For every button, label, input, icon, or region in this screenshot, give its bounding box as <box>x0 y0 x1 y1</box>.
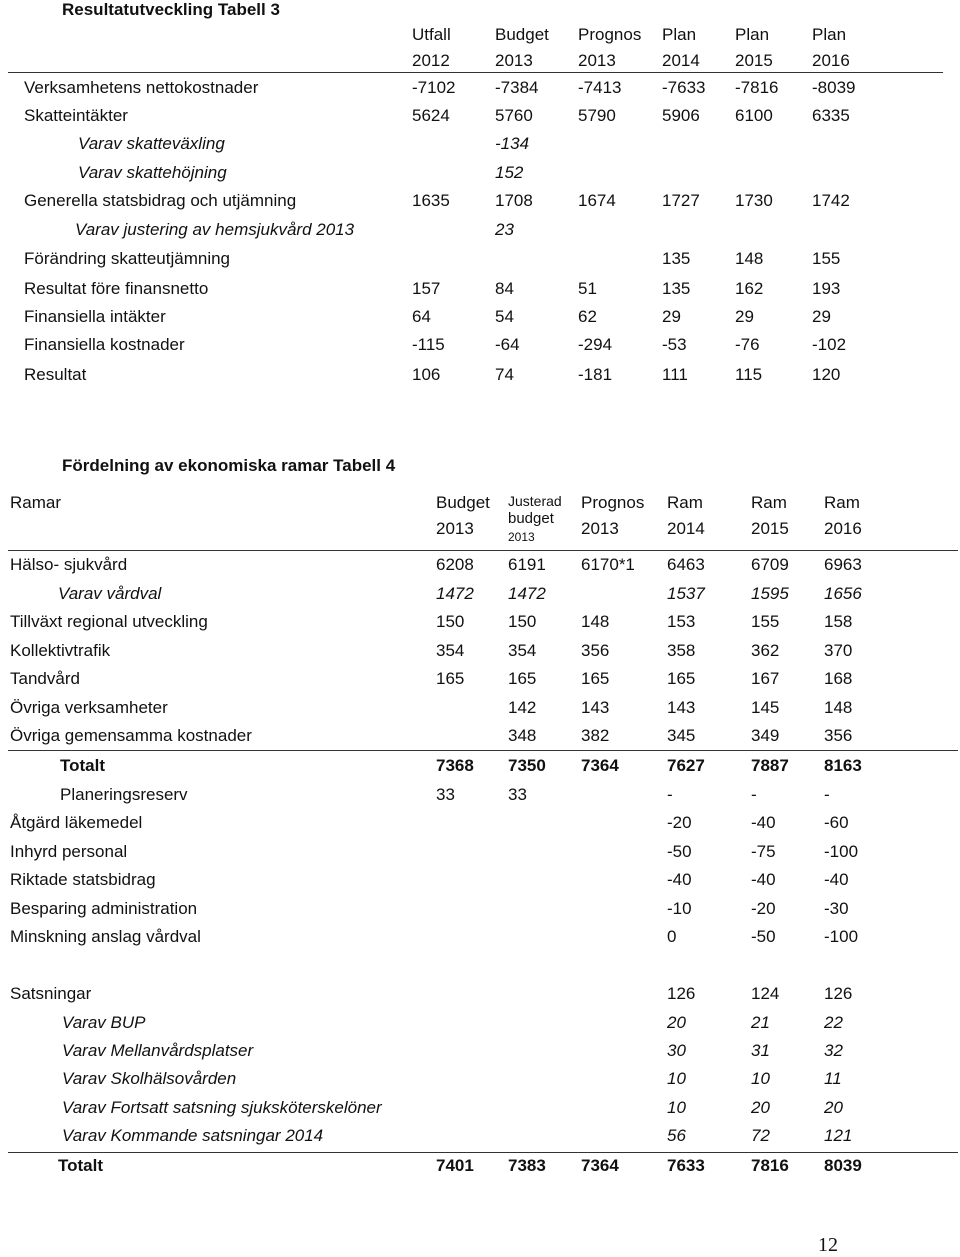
row-value: 21 <box>751 1013 770 1032</box>
row-value: 158 <box>824 612 853 631</box>
row-value: 354 <box>508 641 537 660</box>
row-value: -134 <box>495 134 530 153</box>
table-row <box>0 1037 960 1065</box>
row-value: 162 <box>735 279 764 298</box>
row-value: 120 <box>812 365 841 384</box>
row-value: -100 <box>824 842 859 861</box>
row-value: 126 <box>824 984 853 1003</box>
row-value: 106 <box>412 365 441 384</box>
row-value: -10 <box>667 899 692 918</box>
row-label: Varav Skolhälsovården <box>62 1069 237 1088</box>
row-label: Tillväxt regional utveckling <box>10 612 208 631</box>
row-value: 7364 <box>581 1156 619 1175</box>
row-label: Förändring skatteutjämning <box>24 249 231 268</box>
row-value: 7368 <box>436 756 474 775</box>
table-row <box>0 1122 960 1150</box>
table-row <box>0 551 960 579</box>
table4-col-ram-2016: Ram 2016 <box>824 493 862 538</box>
row-value: -7102 <box>412 78 456 97</box>
row-value: 7816 <box>751 1156 789 1175</box>
row-value: 1730 <box>735 191 773 210</box>
row-value: -20 <box>667 813 692 832</box>
row-value: 6463 <box>667 555 705 574</box>
row-value: 1742 <box>812 191 850 210</box>
row-label: Planeringsreserv <box>60 785 188 804</box>
row-value: 1472 <box>508 584 546 603</box>
table-row <box>0 580 960 608</box>
table-row <box>0 187 960 215</box>
table3-col-prognos-2013: Prognos 2013 <box>578 25 642 70</box>
row-value: 5906 <box>662 106 700 125</box>
row-value: 22 <box>824 1013 843 1032</box>
row-value: 10 <box>667 1069 686 1088</box>
row-value: 6100 <box>735 106 773 125</box>
row-value: 23 <box>495 220 514 239</box>
row-value: 152 <box>495 163 524 182</box>
row-value: 165 <box>581 669 610 688</box>
row-label: Totalt <box>58 1156 104 1175</box>
row-value: 1656 <box>824 584 862 603</box>
table4-subtotal-rule <box>8 750 958 751</box>
row-value: 6335 <box>812 106 850 125</box>
row-value: 148 <box>824 698 853 717</box>
row-value: 115 <box>735 365 763 384</box>
table3-title: Resultatutveckling Tabell 3 <box>62 0 280 19</box>
row-label: Riktade statsbidrag <box>10 870 156 889</box>
row-value: -40 <box>667 870 692 889</box>
table-row <box>0 781 960 809</box>
table-row <box>0 1152 960 1180</box>
row-value: 84 <box>495 279 514 298</box>
table-row <box>0 74 960 102</box>
row-value: 1537 <box>667 584 705 603</box>
row-value: 1708 <box>495 191 533 210</box>
row-label: Totalt <box>60 756 106 775</box>
row-label: Hälso- sjukvård <box>10 555 128 574</box>
row-value: - <box>667 785 673 804</box>
row-value: -7413 <box>578 78 622 97</box>
table-row <box>0 980 960 1008</box>
row-value: 5624 <box>412 106 450 125</box>
row-value: -30 <box>824 899 849 918</box>
row-value: 153 <box>667 612 696 631</box>
row-value: -7384 <box>495 78 539 97</box>
row-value: 1595 <box>751 584 789 603</box>
table3-col-plan-2015: Plan 2015 <box>735 25 773 70</box>
row-value: 8163 <box>824 756 862 775</box>
row-label: Kollektivtrafik <box>10 641 111 660</box>
table3-col-plan-2016: Plan 2016 <box>812 25 850 70</box>
row-value: 6709 <box>751 555 789 574</box>
table-row <box>0 159 960 187</box>
table3-col-budget-2013: Budget 2013 <box>495 25 549 70</box>
table4-col-budget-2013: Budget 2013 <box>436 493 490 538</box>
row-value: 6191 <box>508 555 546 574</box>
table4-ramar-label: Ramar <box>10 493 62 512</box>
row-value: 20 <box>824 1098 843 1117</box>
row-value: 168 <box>824 669 853 688</box>
table-row <box>0 361 960 389</box>
row-value: 54 <box>495 307 514 326</box>
row-value: 33 <box>508 785 527 804</box>
table-row <box>0 130 960 158</box>
row-value: -60 <box>824 813 849 832</box>
row-value: 121 <box>824 1126 853 1145</box>
row-label: Finansiella intäkter <box>24 307 166 326</box>
row-value: -76 <box>735 335 760 354</box>
table-row <box>0 752 960 780</box>
row-value: -40 <box>824 870 849 889</box>
row-value: 126 <box>667 984 696 1003</box>
row-value: 370 <box>824 641 853 660</box>
table-row <box>0 216 960 244</box>
table3-col-plan-2014: Plan 2014 <box>662 25 700 70</box>
row-value: 10 <box>751 1069 770 1088</box>
row-label: Verksamhetens nettokostnader <box>24 78 259 97</box>
row-label: Resultat <box>24 365 87 384</box>
table4-col-prognos-2013: Prognos 2013 <box>581 493 645 538</box>
table-row <box>0 895 960 923</box>
row-value: 143 <box>667 698 696 717</box>
row-value: 111 <box>662 365 688 384</box>
row-value: 33 <box>436 785 455 804</box>
row-value: 0 <box>667 927 677 946</box>
row-label: Varav skatteväxling <box>78 134 225 153</box>
row-value: 155 <box>812 249 841 268</box>
row-value: -40 <box>751 813 776 832</box>
row-value: 5790 <box>578 106 616 125</box>
row-value: 348 <box>508 726 537 745</box>
row-value: 31 <box>751 1041 770 1060</box>
row-label: Varav justering av hemsjukvård 2013 <box>75 220 355 239</box>
row-value: 345 <box>667 726 696 745</box>
table-row <box>0 1009 960 1037</box>
row-value: 193 <box>812 279 841 298</box>
row-value: -102 <box>812 335 847 354</box>
row-value: 358 <box>667 641 696 660</box>
row-value: 362 <box>751 641 780 660</box>
table-row <box>0 923 960 951</box>
row-value: 165 <box>667 669 696 688</box>
row-value: 7350 <box>508 756 546 775</box>
row-label: Tandvård <box>10 669 80 688</box>
row-value: 29 <box>662 307 681 326</box>
table-row <box>0 694 960 722</box>
row-value: 29 <box>812 307 831 326</box>
row-value: 349 <box>751 726 780 745</box>
row-value: -7633 <box>662 78 706 97</box>
row-value: 11 <box>824 1069 842 1088</box>
table-row <box>0 331 960 359</box>
row-label: Varav Fortsatt satsning sjuksköterskelöner <box>62 1098 382 1117</box>
row-label: Skatteintäkter <box>24 106 128 125</box>
row-value: 7383 <box>508 1156 546 1175</box>
row-value: 356 <box>824 726 853 745</box>
row-value: 7364 <box>581 756 619 775</box>
table-row <box>0 637 960 665</box>
row-value: -8039 <box>812 78 856 97</box>
row-label: Varav Kommande satsningar 2014 <box>62 1126 324 1145</box>
row-value: - <box>751 785 757 804</box>
row-value: 142 <box>508 698 537 717</box>
row-value: 150 <box>436 612 465 631</box>
row-value: 356 <box>581 641 610 660</box>
row-value: -50 <box>751 927 776 946</box>
row-value: 51 <box>578 279 597 298</box>
row-value: -64 <box>495 335 520 354</box>
table4-title: Fördelning av ekonomiska ramar Tabell 4 <box>62 456 396 475</box>
row-value: 10 <box>667 1098 686 1117</box>
row-value: 1727 <box>662 191 700 210</box>
row-value: 145 <box>751 698 780 717</box>
row-value: 354 <box>436 641 465 660</box>
row-label: Varav Mellanvårdsplatser <box>62 1041 254 1060</box>
row-value: 32 <box>824 1041 843 1060</box>
row-label: Varav vårdval <box>58 584 162 603</box>
table4-total-rule <box>8 1152 958 1153</box>
table-row <box>0 1094 960 1122</box>
table-row <box>0 303 960 331</box>
row-value: 165 <box>436 669 465 688</box>
row-value: -50 <box>667 842 692 861</box>
row-label: Åtgärd läkemedel <box>10 813 143 832</box>
row-value: - <box>824 785 830 804</box>
row-label: Minskning anslag vårdval <box>10 927 201 946</box>
row-value: 20 <box>751 1098 770 1117</box>
table4-col-ram-2015: Ram 2015 <box>751 493 789 538</box>
row-value: -40 <box>751 870 776 889</box>
row-value: 165 <box>508 669 537 688</box>
table-row <box>0 838 960 866</box>
row-value: 148 <box>735 249 764 268</box>
row-value: 382 <box>581 726 610 745</box>
row-value: 1674 <box>578 191 616 210</box>
row-value: 62 <box>578 307 597 326</box>
row-value: 7633 <box>667 1156 705 1175</box>
row-value: 56 <box>667 1126 686 1145</box>
row-value: 1635 <box>412 191 450 210</box>
row-value: 29 <box>735 307 754 326</box>
row-value: 143 <box>581 698 610 717</box>
row-label: Finansiella kostnader <box>24 335 185 354</box>
row-value: 5760 <box>495 106 533 125</box>
row-value: 155 <box>751 612 780 631</box>
row-value: 148 <box>581 612 610 631</box>
row-value: -20 <box>751 899 776 918</box>
row-label: Resultat före finansnetto <box>24 279 209 298</box>
table-row <box>0 245 960 273</box>
table-row <box>0 275 960 303</box>
table3-header-rule <box>8 72 943 73</box>
row-value: 150 <box>508 612 537 631</box>
row-value: 157 <box>412 279 441 298</box>
row-label: Varav BUP <box>62 1013 146 1032</box>
table-row <box>0 809 960 837</box>
row-value: -115 <box>412 335 445 354</box>
table-row <box>0 102 960 130</box>
table-row <box>0 722 960 750</box>
row-label: Inhyrd personal <box>10 842 128 861</box>
row-value: 74 <box>495 365 514 384</box>
row-value: 20 <box>667 1013 686 1032</box>
row-value: 135 <box>662 279 691 298</box>
row-value: 167 <box>751 669 780 688</box>
row-label: Generella statsbidrag och utjämning <box>24 191 297 210</box>
row-value: 1472 <box>436 584 474 603</box>
row-value: -294 <box>578 335 613 354</box>
row-label: Besparing administration <box>10 899 198 918</box>
row-value: 64 <box>412 307 431 326</box>
row-value: -75 <box>751 842 776 861</box>
row-value: 72 <box>751 1126 770 1145</box>
table-row <box>0 1065 960 1093</box>
row-value: -7816 <box>735 78 779 97</box>
page-number: 12 <box>818 1234 838 1256</box>
table-row <box>0 665 960 693</box>
row-label: Övriga verksamheter <box>10 698 168 717</box>
row-value: 6208 <box>436 555 474 574</box>
row-label: Varav skattehöjning <box>78 163 227 182</box>
row-value: -100 <box>824 927 859 946</box>
row-value: 6963 <box>824 555 862 574</box>
row-value: 124 <box>751 984 780 1003</box>
table3-col-utfall-2012: Utfall 2012 <box>412 25 451 70</box>
row-value: 30 <box>667 1041 686 1060</box>
row-label: Satsningar <box>10 984 92 1003</box>
row-value: 135 <box>662 249 691 268</box>
row-value: 7401 <box>436 1156 474 1175</box>
row-value: 8039 <box>824 1156 862 1175</box>
row-value: 6170*1 <box>581 555 635 574</box>
row-value: 7887 <box>751 756 789 775</box>
table4-col-ram-2014: Ram 2014 <box>667 493 705 538</box>
table-row <box>0 866 960 894</box>
table-row <box>0 608 960 636</box>
table4-header-rule <box>8 550 958 551</box>
row-value: 7627 <box>667 756 705 775</box>
row-value: -53 <box>662 335 687 354</box>
table4-col-justerad-budget-2013: Justerad budget 2013 <box>508 493 562 544</box>
row-value: -181 <box>578 365 613 384</box>
row-label: Övriga gemensamma kostnader <box>10 726 252 745</box>
